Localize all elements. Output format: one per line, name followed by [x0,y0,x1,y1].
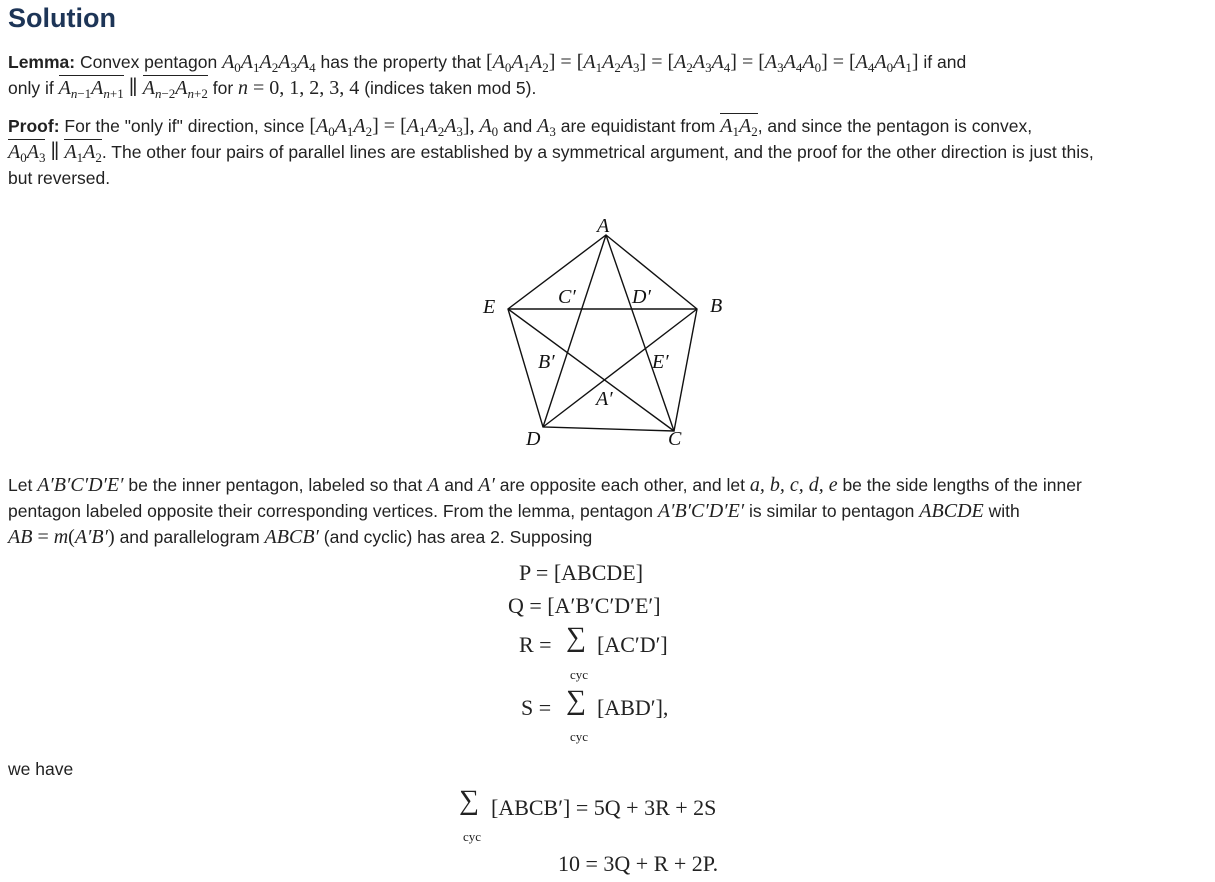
math-inner-pentagon-2: A′B′C′D′E′ [657,500,745,522]
math-outer-pentagon: ABCDE [919,500,984,522]
math-parallelogram: ABCB′ [264,526,319,548]
sigma-result: ∑ [459,785,479,816]
cyc-s: cyc [570,729,589,744]
lemma-text-3: if and [923,52,967,72]
label-d: D [526,428,541,450]
math-seg-2: $A_{n-2}A_{n+2}$ [142,77,208,101]
cyc-r: cyc [570,667,589,682]
proof-text-5: . The other four pairs of parallel lines are established by a symmetrical argument, and the proof for the other direction is just this, [101,142,1094,162]
math-a0: $A_0$ [479,115,499,139]
we-have-text: we have [8,759,74,779]
def-r-rhs: [AC′D′] [597,632,668,657]
math-area-eq: $[A_0A_1A_2] = [A_1A_2A_3]$, [309,115,475,139]
def-s [521,695,551,721]
lemma-text-5: for [212,78,234,98]
math-parallel: ∥ [128,77,138,99]
proof-line-2 [8,139,1094,171]
def-p: P = [ABCDE] [519,560,644,585]
para-line-3 [8,524,592,550]
para-text-5: be the side lengths of the inner [842,475,1082,495]
lemma-label: Lemma: [8,52,76,72]
math-pentagon: $A_0A_1A_2A_3A_4$ [222,51,316,75]
lemma-text-2: has the property that [320,52,482,72]
math-seg-1: $A_{n-1}A_{n+1}$ [58,77,124,101]
para-text-2: be the inner pentagon, labeled so that [128,475,423,495]
label-d-prime: D′ [632,286,651,308]
math-a3: $A_3$ [537,115,556,139]
para-text-8: with [988,501,1020,521]
para-text-1: Let [8,475,33,495]
label-e: E [483,296,496,318]
def-r [519,632,552,658]
label-a-prime: A′ [596,388,613,410]
math-a: A [427,474,440,496]
math-seg-a1a2-2: $A_1A_2$ [64,141,102,165]
label-b: B [710,295,723,317]
para-text-3: and [444,475,474,495]
cyc-result: cyc [463,829,482,844]
lemma-line-2 [8,75,536,107]
para-line-2 [8,498,1020,524]
proof-text-3: are equidistant from [560,116,716,136]
def-r-lhs: R = [519,632,552,657]
result-eq-1: [ABCB′] = 5Q + 3R + 2S [491,795,717,820]
label-e-prime: E′ [652,351,669,373]
lemma-text-1: Convex pentagon [79,52,218,72]
para-text-9: and parallelogram [119,527,260,547]
diagonal-ce [508,309,674,431]
diagonal-bd [543,309,697,427]
label-a: A [597,215,610,237]
proof-label: Proof: [8,116,60,136]
label-c-prime: C′ [558,286,576,308]
proof-text-2: and [503,116,533,136]
para-text-6: pentagon labeled opposite their corresponding vertices. From the lemma, pentagon [8,501,653,521]
para-text-4: are opposite each other, and let [499,475,745,495]
label-b-prime: B′ [538,351,555,373]
math-a-prime: A′ [478,474,495,496]
proof-text-4: , and since the pentagon is convex, [757,116,1033,136]
sigma-s: ∑ [566,685,586,716]
diagonal-ac [606,235,674,431]
math-side-lengths: a, b, c, d, e [749,474,838,496]
lemma-text-6: (indices taken mod 5). [364,78,537,98]
math-seg-a0a3: $A_0A_3$ [8,141,46,165]
math-seg-a1a2: $A_1A_2$ [720,115,758,139]
para-line-1 [8,472,1082,498]
def-q: Q = [A′B′C′D′E′] [508,593,661,618]
page-title: Solution [8,3,116,33]
label-c: C [668,428,682,450]
sigma-r: ∑ [566,622,586,653]
pentagon-figure [470,205,750,455]
para-text-7: is similar to pentagon [749,501,915,521]
lemma-text-4: only if [8,78,54,98]
def-s-rhs: [ABD′], [597,695,669,720]
math-inner-pentagon: A′B′C′D′E′ [37,474,124,496]
math-n-values: n = 0, 1, 2, 3, 4 [238,77,360,99]
result-eq-2: 10 = 3Q + R + 2P. [558,851,719,876]
math-area-equalities: $[A_0A_1A_2] = [A_1A_2A_3] = [A_2A_3A_4] = [A_3A_4A_0] = [A_4A_0A_1]$ [485,51,919,75]
math-parallel-2: ∥ [50,141,60,163]
math-ratio: AB = m(A′B′) [8,526,115,548]
para-text-10: (and cyclic) has area 2. Supposing [323,527,593,547]
def-s-lhs: S = [521,695,552,720]
proof-line-3: but reversed. [8,168,111,188]
proof-text-1: For the "only if" direction, since [64,116,305,136]
